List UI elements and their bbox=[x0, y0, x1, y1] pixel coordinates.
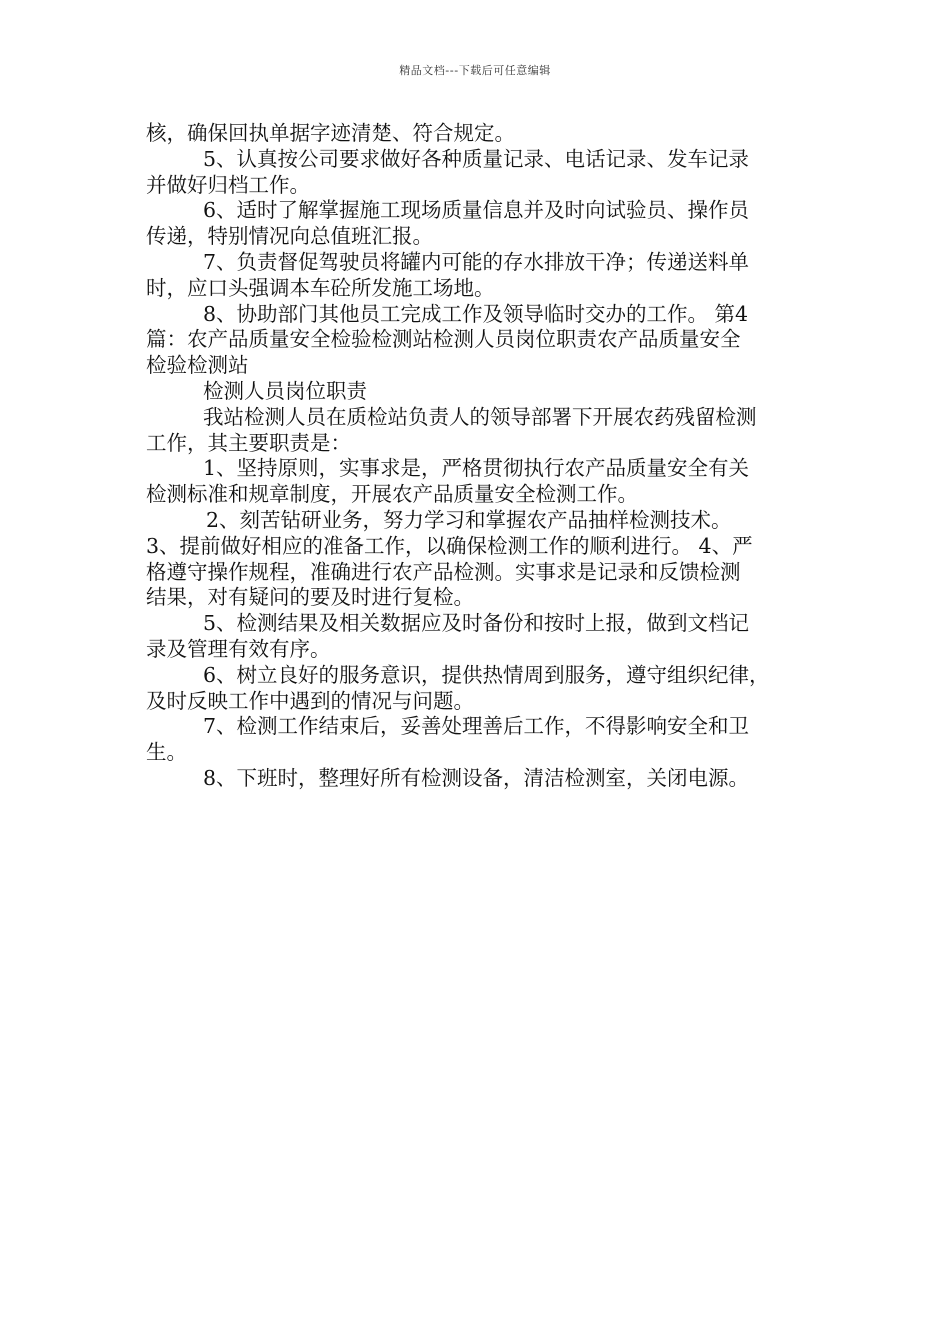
body-line: 检测标准和规章制度，开展农产品质量安全检测工作。 bbox=[146, 482, 638, 507]
body-line: 8、协助部门其他员工完成工作及领导临时交办的工作。 第4 bbox=[203, 301, 749, 326]
body-line: 5、检测结果及相关数据应及时备份和按时上报，做到文档记 bbox=[203, 611, 750, 636]
section-heading: 检测人员岗位职责 bbox=[203, 378, 367, 403]
body-line: 录及管理有效有序。 bbox=[146, 636, 331, 661]
body-line: 及时反映工作中遇到的情况与问题。 bbox=[146, 688, 474, 713]
body-line: 时，应口头强调本车砼所发施工场地。 bbox=[146, 275, 495, 300]
body-line: 篇：农产品质量安全检验检测站检测人员岗位职责农产品质量安全 bbox=[146, 327, 741, 352]
body-line: 我站检测人员在质检站负责人的领导部署下开展农药残留检测 bbox=[203, 404, 757, 429]
body-line: 格遵守操作规程，准确进行农产品检测。实事求是记录和反馈检测 bbox=[146, 559, 741, 584]
body-line: 1、坚持原则，实事求是，严格贯彻执行农产品质量安全有关 bbox=[203, 456, 750, 481]
body-line: 检验检测站 bbox=[146, 353, 249, 378]
body-line: 5、认真按公司要求做好各种质量记录、电话记录、发车记录 bbox=[203, 146, 750, 171]
body-line: 3、提前做好相应的准备工作，以确保检测工作的顺利进行。 4、严 bbox=[146, 533, 753, 558]
body-line: 7、检测工作结束后，妥善处理善后工作，不得影响安全和卫 bbox=[203, 714, 750, 739]
document-header: 精品文档---下载后可任意编辑 bbox=[399, 64, 551, 77]
body-line: 生。 bbox=[146, 740, 187, 765]
body-line: 2、刻苦钻研业务，努力学习和掌握农产品抽样检测技术。 bbox=[206, 507, 732, 532]
body-line: 7、负责督促驾驶员将罐内可能的存水排放干净；传递送料单 bbox=[203, 249, 750, 274]
document-body bbox=[146, 121, 811, 792]
body-line: 6、树立良好的服务意识，提供热情周到服务，遵守组织纪律， bbox=[203, 662, 770, 687]
body-line: 结果，对有疑问的要及时进行复检。 bbox=[146, 585, 474, 610]
body-line: 核，确保回执单据字迹清楚、符合规定。 bbox=[146, 121, 515, 145]
body-line: 并做好归档工作。 bbox=[146, 172, 310, 197]
body-line: 工作，其主要职责是： bbox=[146, 430, 351, 455]
body-line: 6、适时了解掌握施工现场质量信息并及时向试验员、操作员 bbox=[203, 198, 750, 223]
body-line: 8、下班时，整理好所有检测设备，清洁检测室，关闭电源。 bbox=[203, 765, 750, 790]
body-line: 传递，特别情况向总值班汇报。 bbox=[146, 224, 433, 249]
